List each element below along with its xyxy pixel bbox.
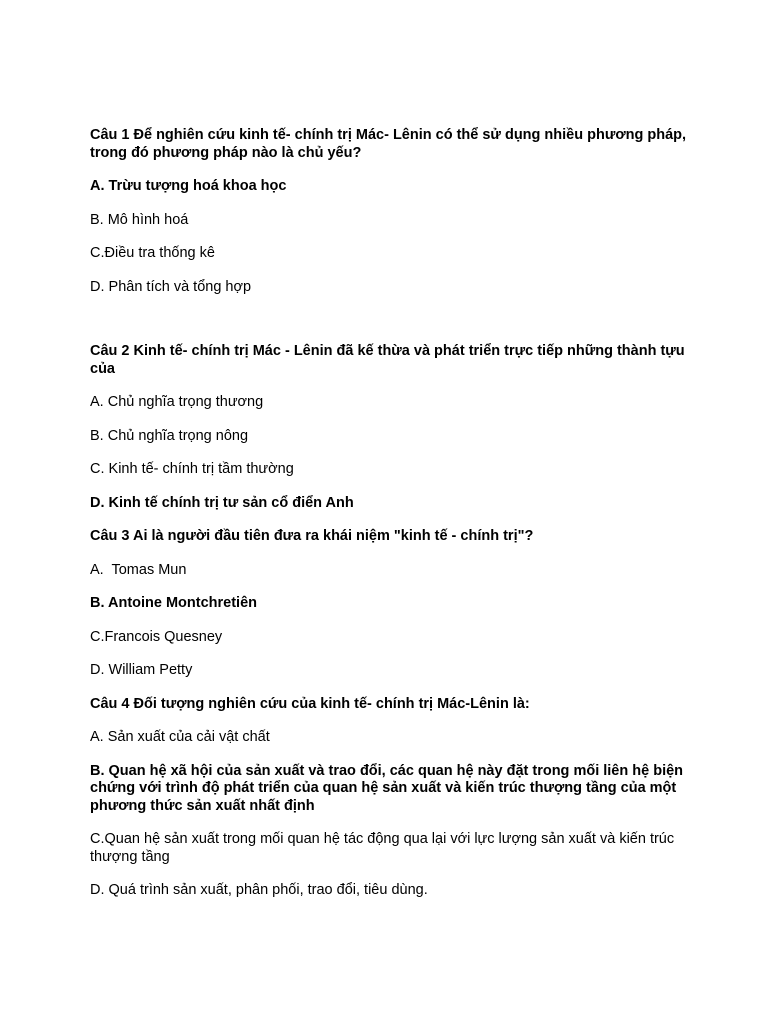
question-3-option-c: C.Francois Quesney (90, 628, 223, 645)
question-3-option-b: B. Antoine Montchretiên (90, 595, 258, 611)
question-2-option-c: C. Kinh tế- chính trị tầm thường (90, 461, 294, 477)
question-2: Câu 2 Kinh tế- chính trị Mác - Lênin đã kế thừa và phát triển trực tiếp những thành tựu của (90, 343, 685, 377)
question-2-option-d: D. Kinh tế chính trị tư sản cổ điển Anh (90, 494, 354, 511)
question-4: Câu 4 Đối tượng nghiên cứu của kinh tế- chính trị Mác-Lênin là: (90, 695, 530, 712)
question-4-option-b: B. Quan hệ xã hội của sản xuất và trao đổi, các quan hệ này đặt trong mối liên hệ biện chứng với trình độ phát triển của quan hệ sản xuất và kiến trúc thượng tầng của một phương thức sản xuất nhất định (90, 762, 684, 814)
document-content (90, 127, 690, 916)
question-4-option-d: D. Quá trình sản xuất, phân phối, trao đổi, tiêu dùng. (90, 882, 428, 898)
question-3-option-a: A. Tomas Mun (90, 561, 187, 578)
question-4-option-a: A. Sản xuất của cải vật chất (90, 729, 270, 745)
question-1: Câu 1 Để nghiên cứu kinh tế- chính trị Mác- Lênin có thể sử dụng nhiều phương pháp, trong đó phương pháp nào là chủ yếu? (90, 127, 687, 161)
question-1-option-d: D. Phân tích và tổng hợp (90, 278, 252, 295)
question-3: Câu 3 Ai là người đầu tiên đưa ra khái niệm "kinh tế - chính trị"? (90, 528, 534, 544)
question-4-option-c: C.Quan hệ sản xuất trong mối quan hệ tác động qua lại với lực lượng sản xuất và kiến trúc thượng tầng (90, 831, 675, 865)
question-1-option-c: C.Điều tra thống kê (90, 245, 215, 261)
question-3-option-d: D. William Petty (90, 662, 193, 678)
question-spacer (90, 312, 690, 343)
question-1-option-b: B. Mô hình hoá (90, 211, 189, 228)
question-1-option-a: A. Trừu tượng hoá khoa học (90, 178, 287, 194)
question-2-option-a: A. Chủ nghĩa trọng thương (90, 394, 264, 410)
question-2-option-b: B. Chủ nghĩa trọng nông (90, 427, 249, 444)
